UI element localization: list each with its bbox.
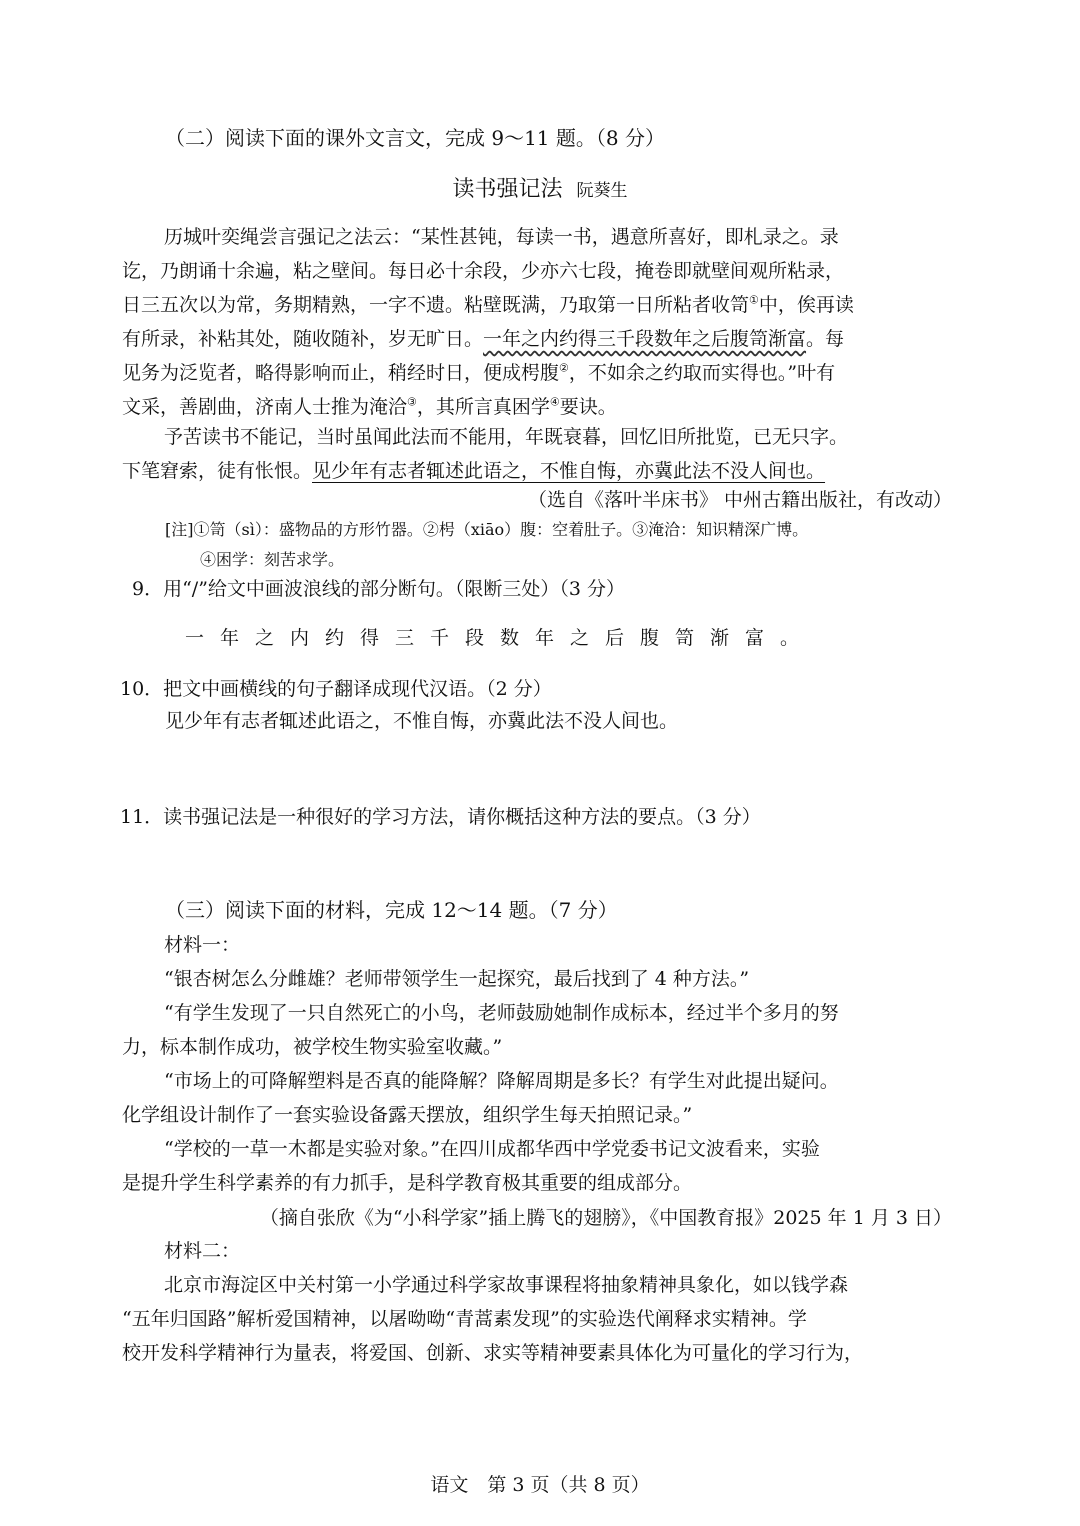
- material-1-label: 材料一：: [164, 934, 241, 956]
- m1-line-5: 化学组设计制作了一套实验设备露天摆放，组织学生每天拍照记录。”: [122, 1104, 693, 1126]
- note-mark-2: ②: [559, 361, 569, 375]
- note-mark-3: ③: [407, 395, 417, 409]
- p1-line-4: 有所录，补粘其处，随收随补，岁无旷日。一年之内约得三千段数年之后腹笥渐富。每: [122, 328, 845, 350]
- passage-title-line: [0, 172, 1080, 203]
- m1-line-6: “学校的一草一木都是实验对象。”在四川成都华西中学党委书记文波看来，实验: [164, 1138, 820, 1160]
- m1-line-4: “市场上的可降解塑料是否真的能降解？降解周期是多长？有学生对此提出疑问。: [164, 1070, 839, 1092]
- passage-paragraph-2: [122, 420, 848, 488]
- note-mark-4: ④: [549, 395, 560, 409]
- question-11-prompt: 11．读书强记法是一种很好的学习方法，请你概括这种方法的要点。（3 分）: [120, 806, 761, 828]
- wavy-underlined-sentence: 一年之内约得三千段数年之后腹笥渐富: [483, 328, 807, 350]
- annotation-line-1: [注]①笥（sì）：盛物品的方形竹器。②枵（xiāo）腹：空着肚子。③淹洽：知识精深广博。: [165, 520, 809, 539]
- note-mark-1: ①: [749, 293, 759, 307]
- passage-paragraph-1: [122, 220, 854, 424]
- p2-line-2: 下笔窘索，徒有怅恨。见少年有志者辄述此语之，不惟自悔，亦冀此法不没人间也。: [122, 460, 826, 482]
- passage-author: 阮葵生: [576, 181, 628, 201]
- section2-heading: （二）阅读下面的课外文言文，完成 9～11 题。（8 分）: [165, 126, 665, 150]
- m1-line-2: “有学生发现了一只自然死亡的小鸟，老师鼓励她制作成标本，经过半个多月的努: [164, 1002, 839, 1024]
- question-9-prompt: 9．用“/”给文中画波浪线的部分断句。（限断三处）（3 分）: [132, 578, 626, 600]
- p1-line-3: 日三五次以为常，务期精熟，一字不遗。粘壁既满，乃取第一日所粘者收笥①中，俟再读: [122, 293, 854, 316]
- m1-line-1: “银杏树怎么分雌雄？老师带领学生一起探究，最后找到了 4 种方法。”: [164, 968, 750, 990]
- p1-line-5: 见务为泛览者，略得影响而止，稍经时日，便成枵腹②，不如余之约取而实得也。”叶有: [122, 361, 836, 384]
- material-1-source: （摘自张欣《为“小科学家”插上腾飞的翅膀》，《中国教育报》2025 年 1 月 3 日）: [259, 1207, 952, 1229]
- p1-line-6: 文采，善剧曲，济南人士推为淹洽③，其所言真困学④要诀。: [122, 395, 617, 418]
- page-footer: 语文 第 3 页（共 8 页）: [430, 1474, 650, 1496]
- question-9-text: 一年之内约得三千段数年之后腹笥渐富。: [185, 627, 816, 649]
- material-1: [122, 928, 839, 1200]
- material-2-label: 材料二：: [164, 1240, 241, 1262]
- m2-line-3: 校开发科学精神行为量表，将爱国、创新、求实等精神要素具体化为可量化的学习行为，: [122, 1342, 864, 1364]
- material-2: [122, 1234, 863, 1370]
- p2-line-1: 予苦读书不能记，当时虽闻此法而不能用，年既衰暮，回忆旧所批览，已无只字。: [164, 426, 849, 448]
- question-10-text: 见少年有志者辄述此语之，不惟自悔，亦冀此法不没人间也。: [165, 710, 679, 732]
- m1-line-3: 力，标本制作成功，被学校生物实验室收藏。”: [122, 1036, 503, 1058]
- annotation-line-2: ④困学：刻苦求学。: [200, 550, 345, 569]
- m2-line-2: “五年归国路”解析爱国精神，以屠呦呦“青蒿素发现”的实验迭代阐释求实精神。学: [122, 1308, 807, 1330]
- p1-line-1: 历城叶奕绳尝言强记之法云：“某性甚钝，每读一书，遇意所喜好，即札录之。录: [164, 226, 839, 248]
- underlined-sentence: 见少年有志者辄述此语之，不惟自悔，亦冀此法不没人间也。: [312, 460, 826, 482]
- section3-heading: （三）阅读下面的材料，完成 12～14 题。（7 分）: [165, 898, 618, 922]
- p1-line-2: 讫，乃朗诵十余遍，粘之壁间。每日必十余段，少亦六七段，掩卷即就壁间观所粘录，: [122, 260, 845, 282]
- annotations: [165, 515, 808, 575]
- question-10-prompt: 10．把文中画横线的句子翻译成现代汉语。（2 分）: [120, 678, 552, 700]
- passage-source: （选自《落叶半床书》 中州古籍出版社，有改动）: [527, 489, 952, 511]
- m2-line-1: 北京市海淀区中关村第一小学通过科学家故事课程将抽象精神具象化，如以钱学森: [164, 1274, 849, 1296]
- passage-title: 读书强记法: [452, 177, 563, 202]
- m1-line-7: 是提升学生科学素养的有力抓手，是科学教育极其重要的组成部分。: [122, 1172, 693, 1194]
